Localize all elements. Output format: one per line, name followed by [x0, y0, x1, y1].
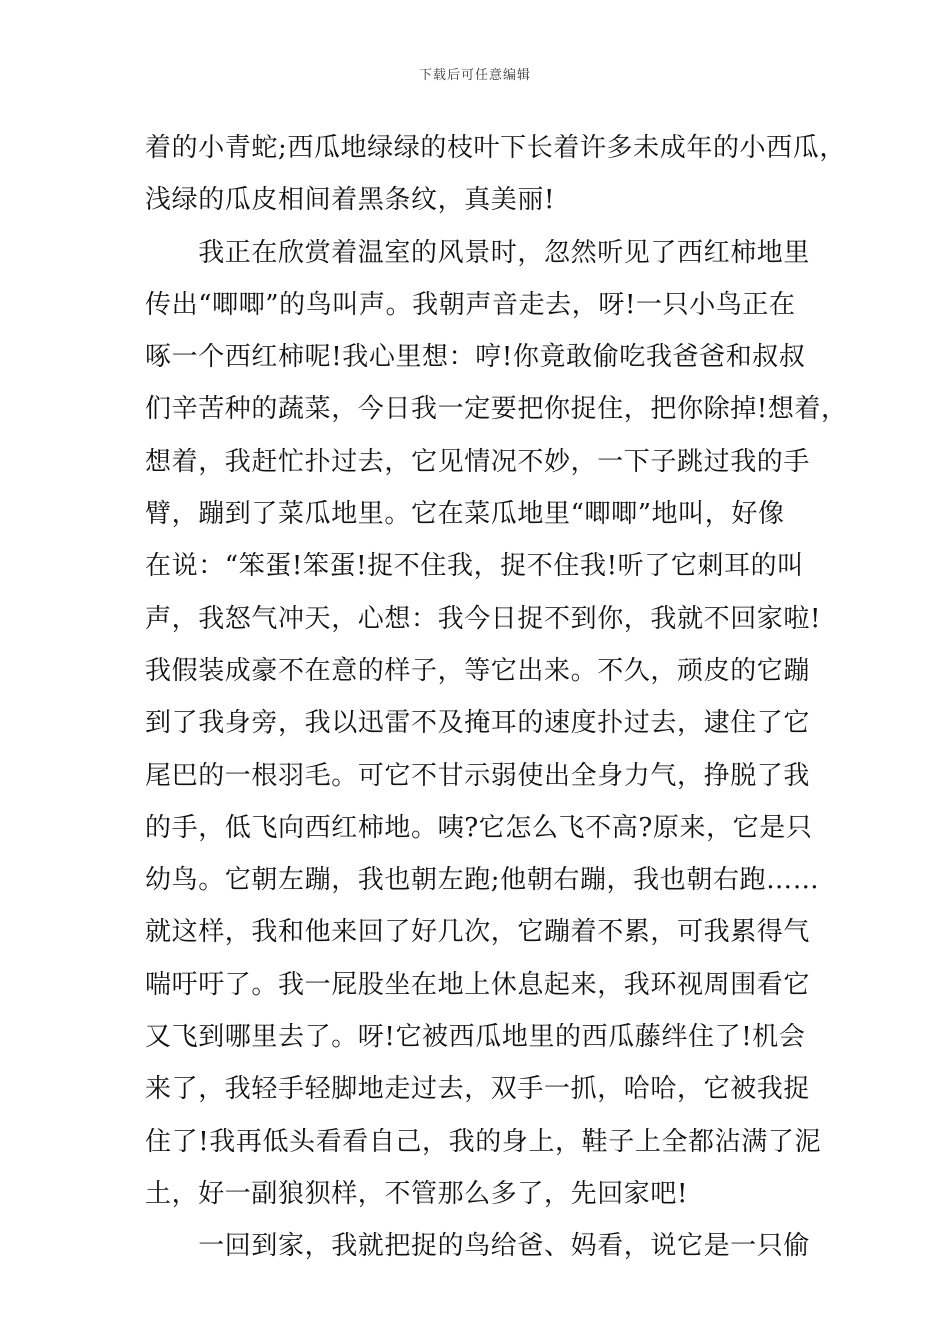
text-line: 就这样，我和他来回了好几次，它蹦着不累，可我累得气 — [145, 917, 811, 948]
text-line: 又飞到哪里去了。呀!它被西瓜地里的西瓜藤绊住了!机会 — [145, 1022, 806, 1053]
body-text — [145, 122, 848, 1273]
text-line: 尾巴的一根羽毛。可它不甘示弱使出全身力气，挣脱了我 — [145, 760, 811, 791]
text-line: 到了我身旁，我以迅雷不及掩耳的速度扑过去，逮住了它 — [145, 708, 811, 739]
text-line: 臂，蹦到了菜瓜地里。它在菜瓜地里“唧唧”地叫，好像 — [145, 499, 785, 530]
text-line: 传出“唧唧”的鸟叫声。我朝声音走去，呀!一只小鸟正在 — [145, 289, 796, 320]
text-line: 住了!我再低头看看自己，我的身上，鞋子上全都沾满了泥 — [145, 1126, 822, 1157]
text-line: 在说：“笨蛋!笨蛋!捉不住我，捉不住我!听了它刺耳的叫 — [145, 551, 804, 582]
text-line: 的手，低飞向西红柿地。咦?它怎么飞不高?原来，它是只 — [145, 812, 813, 843]
text-line: 声，我怒气冲天，心想：我今日捉不到你，我就不回家啦! — [145, 603, 822, 634]
text-line: 着的小青蛇;西瓜地绿绿的枝叶下长着许多未成年的小西瓜， — [145, 133, 846, 163]
text-line: 喘吁吁了。我一屁股坐在地上休息起来，我环视周围看它 — [145, 969, 811, 1000]
header-note: 下载后可任意编辑 — [418, 68, 531, 83]
text-line: 我假装成豪不在意的样子，等它出来。不久，顽皮的它蹦 — [145, 655, 811, 686]
text-line: 来了，我轻手轻脚地走过去，双手一抓，哈哈，它被我捉 — [145, 1074, 811, 1105]
text-line: 浅绿的瓜皮相间着黑条纹，真美丽! — [145, 185, 556, 216]
text-line: 一回到家，我就把捉的鸟给爸、妈看，说它是一只偷 — [145, 1231, 811, 1262]
text-line: 我正在欣赏着温室的风景时，忽然听见了西红柿地里 — [145, 237, 811, 268]
text-line: 幼鸟。它朝左蹦，我也朝左跑;他朝右蹦，我也朝右跑…… — [145, 865, 820, 896]
text-line: 想着，我赶忙扑过去，它见情况不妙，一下子跳过我的手 — [145, 446, 811, 477]
text-line: 啄一个西红柿呢!我心里想：哼!你竟敢偷吃我爸爸和叔叔 — [145, 342, 806, 373]
text-line: 土，好一副狼狈样，不管那么多了，先回家吧! — [145, 1178, 689, 1209]
text-line: 们辛苦种的蔬菜，今日我一定要把你捉住，把你除掉!想着， — [145, 394, 848, 425]
